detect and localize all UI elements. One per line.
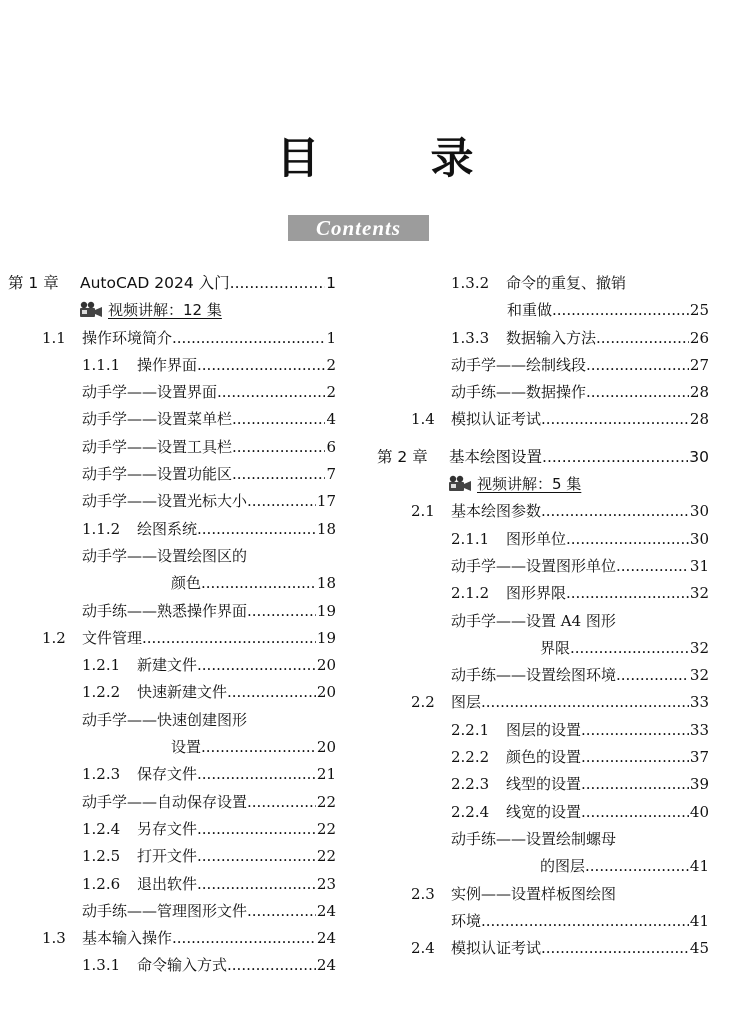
toc-entry[interactable]	[8, 516, 336, 543]
toc-entry[interactable]	[377, 406, 709, 433]
toc-entry[interactable]	[8, 270, 336, 297]
toc-entry-title	[451, 717, 581, 744]
toc-entry-text: 实例——设置样板图绘图	[451, 884, 617, 903]
page-number: 40	[689, 802, 709, 821]
section-number: 2.4	[411, 939, 435, 958]
toc-entry-text: 动手学——设置图形单位	[451, 556, 617, 575]
toc-entry-title	[82, 461, 232, 488]
toc-entry[interactable]	[377, 553, 709, 580]
toc-entry-text: AutoCAD 2024 入门	[80, 274, 230, 292]
section-number: 2.2.3	[451, 775, 490, 794]
section-gap	[377, 434, 709, 444]
toc-entry-text: 快速新建文件	[137, 683, 228, 702]
leader-dots	[541, 406, 689, 433]
section-number: 1.3.2	[451, 274, 490, 292]
video-lecture-label[interactable]: 视频讲解：5 集	[477, 475, 582, 494]
page-number: 24	[316, 901, 336, 920]
toc-entry-title	[411, 498, 541, 525]
toc-entry-title	[411, 935, 541, 962]
toc-entry-title	[451, 799, 581, 826]
toc-entry[interactable]	[8, 652, 336, 679]
leader-dots	[247, 488, 316, 515]
toc-entry[interactable]	[377, 771, 709, 798]
page-number: 45	[689, 939, 709, 958]
page-number: 41	[689, 857, 709, 876]
leader-dots	[197, 843, 316, 870]
toc-entry-text: 动手学——设置 A4 图形	[451, 611, 616, 630]
leader-dots	[201, 734, 316, 761]
leader-dots	[230, 270, 325, 297]
toc-entry-text: 命令的重复、撤销	[506, 274, 627, 292]
toc-entry-text: 界限	[540, 638, 571, 657]
toc-entry[interactable]	[8, 734, 336, 761]
section-number: 1.1	[42, 328, 66, 347]
leader-dots	[227, 952, 316, 979]
toc-entry-title	[82, 711, 247, 729]
toc-entry-title	[451, 830, 616, 848]
video-lecture-count[interactable]	[377, 471, 709, 498]
toc-entry-text: 动手练——设置绘制螺母	[451, 829, 617, 848]
page-number: 26	[689, 328, 709, 347]
leader-dots	[616, 662, 689, 689]
toc-right-column	[377, 270, 709, 962]
toc-entry-title	[82, 871, 197, 898]
toc-entry-title	[451, 274, 626, 292]
toc-entry-title	[540, 853, 585, 880]
section-number: 1.2.2	[82, 683, 121, 702]
leader-dots	[585, 853, 689, 880]
toc-entry-title	[451, 612, 616, 630]
leader-dots	[581, 744, 689, 771]
toc-entry-title	[82, 789, 247, 816]
page-number: 19	[316, 628, 336, 647]
toc-entry[interactable]	[377, 717, 709, 744]
page-number: 41	[689, 911, 709, 930]
leader-dots	[596, 325, 689, 352]
toc-entry[interactable]	[8, 352, 336, 379]
toc-entry-text: 操作界面	[137, 355, 198, 374]
toc-entry-text: 基本输入操作	[82, 929, 173, 948]
page-number: 22	[316, 792, 336, 811]
toc-entry[interactable]	[377, 853, 709, 880]
leader-dots	[172, 325, 325, 352]
page-number: 28	[689, 410, 709, 429]
leader-dots	[232, 461, 325, 488]
toc-entry-title	[82, 898, 247, 925]
section-number: 1.3	[42, 929, 66, 948]
section-number: 1.1.2	[82, 519, 121, 538]
toc-entry-text: 图形单位	[506, 529, 567, 548]
toc-entry[interactable]	[377, 297, 709, 324]
page-number: 30	[689, 447, 709, 466]
section-number: 2.3	[411, 884, 435, 903]
page-number: 22	[316, 847, 336, 866]
toc-entry-title	[411, 689, 481, 716]
leader-dots	[581, 799, 689, 826]
page-number: 27	[689, 355, 709, 374]
toc-entry-title	[82, 652, 197, 679]
leader-dots	[232, 406, 325, 433]
toc-entry-title	[82, 761, 197, 788]
toc-entry-title	[82, 547, 247, 565]
section-number: 2.2	[411, 693, 435, 712]
leader-dots	[197, 871, 316, 898]
leader-dots	[586, 379, 689, 406]
toc-entry[interactable]	[377, 662, 709, 689]
contents-banner: Contents	[288, 215, 429, 241]
toc-entry-text: 模拟认证考试	[451, 939, 542, 958]
page-number: 18	[316, 574, 336, 593]
toc-entry[interactable]	[8, 952, 336, 979]
leader-dots	[247, 789, 316, 816]
toc-entry-title	[451, 325, 596, 352]
section-number: 2.1.2	[451, 584, 490, 603]
leader-dots	[197, 516, 316, 543]
toc-entry[interactable]	[8, 789, 336, 816]
toc-entry-title	[82, 843, 197, 870]
toc-entry[interactable]	[8, 625, 336, 652]
toc-entry[interactable]	[8, 816, 336, 843]
toc-entry[interactable]	[377, 526, 709, 553]
page-number: 24	[316, 956, 336, 975]
toc-entry-title	[82, 406, 232, 433]
toc-entry[interactable]	[8, 379, 336, 406]
page-number: 25	[689, 301, 709, 320]
toc-entry[interactable]	[8, 406, 336, 433]
section-number: 2.2.1	[451, 720, 490, 739]
toc-entry-text: 线型的设置	[506, 775, 582, 794]
leader-dots	[481, 908, 689, 935]
section-number: 1.2	[42, 628, 66, 647]
section-number: 1.4	[411, 410, 435, 429]
toc-entry-title	[451, 662, 616, 689]
toc-entry-text: 数据输入方法	[506, 328, 597, 347]
toc-entry-title	[82, 598, 247, 625]
leader-dots	[217, 379, 325, 406]
toc-entry[interactable]	[8, 707, 336, 734]
toc-entry-title	[451, 553, 616, 580]
page-number: 32	[689, 584, 709, 603]
toc-entry[interactable]	[8, 761, 336, 788]
section-number: 1.2.3	[82, 765, 121, 784]
leader-dots	[541, 498, 689, 525]
leader-dots	[616, 553, 689, 580]
toc-entry-text: 动手学——自动保存设置	[82, 792, 248, 811]
leader-dots	[172, 925, 316, 952]
toc-entry[interactable]	[8, 325, 336, 352]
toc-entry-title	[411, 406, 541, 433]
page-number: 31	[689, 556, 709, 575]
toc-entry-text: 和重做	[507, 301, 553, 320]
toc-entry[interactable]	[377, 379, 709, 406]
toc-entry-title	[42, 625, 142, 652]
toc-entry[interactable]	[377, 608, 709, 635]
page-number: 4	[326, 410, 336, 429]
video-camera-icon	[447, 475, 473, 492]
toc-entry-text: 动手学——设置绘图区的	[82, 546, 248, 565]
toc-entry[interactable]	[377, 689, 709, 716]
toc-entry-title	[82, 679, 227, 706]
leader-dots	[581, 771, 689, 798]
toc-entry-title	[451, 379, 586, 406]
toc-entry-title	[507, 297, 552, 324]
page-number: 28	[689, 383, 709, 402]
page-number: 23	[316, 874, 336, 893]
video-camera-icon	[78, 301, 104, 318]
toc-entry[interactable]	[8, 543, 336, 570]
toc-entry-text: 新建文件	[137, 656, 198, 675]
section-number: 1.1.1	[82, 355, 121, 374]
section-number: 1.2.4	[82, 819, 121, 838]
toc-entry-text: 动手学——绘制线段	[451, 355, 587, 374]
toc-entry-text: 动手学——设置光标大小	[82, 492, 248, 511]
toc-entry-title	[82, 816, 197, 843]
toc-entry-title	[451, 771, 581, 798]
page-number: 2	[326, 355, 336, 374]
leader-dots	[552, 297, 689, 324]
toc-entry-title	[451, 526, 566, 553]
toc-entry[interactable]	[377, 444, 709, 471]
page-number: 20	[316, 738, 336, 757]
toc-entry-title	[8, 270, 230, 297]
toc-entry-title	[411, 885, 616, 903]
page-number: 18	[316, 519, 336, 538]
toc-entry-text: 动手学——设置工具栏	[82, 437, 233, 456]
section-number: 2.2.2	[451, 748, 490, 767]
page-number: 1	[326, 274, 336, 292]
toc-entry[interactable]	[8, 434, 336, 461]
toc-entry[interactable]	[8, 925, 336, 952]
page-number: 2	[326, 383, 336, 402]
toc-entry-text: 设置	[171, 738, 202, 757]
page-number: 33	[689, 720, 709, 739]
toc-entry-text: 基本绘图设置	[449, 447, 543, 466]
section-number: 2.1.1	[451, 529, 490, 548]
toc-entry[interactable]	[8, 598, 336, 625]
toc-entry[interactable]	[377, 881, 709, 908]
toc-entry-text: 文件管理	[82, 628, 143, 647]
page-number: 32	[689, 666, 709, 685]
toc-entry-title	[82, 488, 247, 515]
toc-entry-text: 图形界限	[506, 584, 567, 603]
toc-entry-text: 模拟认证考试	[451, 410, 542, 429]
toc-entry-title	[82, 379, 217, 406]
toc-entry-text: 动手练——熟悉操作界面	[82, 601, 248, 620]
toc-entry-title	[82, 352, 197, 379]
toc-entry-text: 动手学——设置功能区	[82, 465, 233, 484]
page-number: 1	[326, 328, 336, 347]
chapter-number: 第 1 章	[8, 274, 59, 292]
toc-entry[interactable]	[377, 270, 709, 297]
section-number: 1.3.1	[82, 956, 121, 975]
leader-dots	[197, 761, 316, 788]
toc-entry-text: 的图层	[540, 857, 586, 876]
toc-entry-text: 颜色的设置	[506, 748, 582, 767]
toc-entry[interactable]	[377, 580, 709, 607]
page-number: 19	[316, 601, 336, 620]
section-number: 1.3.3	[451, 328, 490, 347]
toc-entry-text: 颜色	[171, 574, 202, 593]
leader-dots	[232, 434, 325, 461]
page-number: 30	[689, 529, 709, 548]
video-lecture-count[interactable]	[8, 297, 336, 324]
toc-entry-text: 线宽的设置	[506, 802, 582, 821]
page-number: 39	[689, 775, 709, 794]
toc-entry-title	[82, 952, 227, 979]
section-number: 2.2.4	[451, 802, 490, 821]
page-number: 17	[316, 492, 336, 511]
leader-dots	[581, 717, 689, 744]
leader-dots	[227, 679, 316, 706]
toc-entry-title	[377, 444, 542, 471]
leader-dots	[201, 570, 316, 597]
leader-dots	[481, 689, 689, 716]
toc-left-column	[8, 270, 336, 980]
leader-dots	[247, 598, 316, 625]
video-lecture-label[interactable]: 视频讲解：12 集	[108, 301, 222, 320]
toc-entry-title	[451, 908, 481, 935]
toc-entry[interactable]	[8, 871, 336, 898]
toc-entry[interactable]	[377, 908, 709, 935]
page-number: 33	[689, 693, 709, 712]
toc-entry[interactable]	[377, 325, 709, 352]
toc-entry-text: 基本绘图参数	[451, 502, 542, 521]
toc-entry-title	[42, 325, 172, 352]
toc-entry[interactable]	[8, 461, 336, 488]
toc-entry[interactable]	[8, 488, 336, 515]
toc-entry[interactable]	[8, 843, 336, 870]
chapter-number: 第 2 章	[377, 447, 428, 466]
toc-entry-text: 绘图系统	[137, 519, 198, 538]
toc-entry-text: 图层	[451, 693, 482, 712]
toc-entry[interactable]	[377, 744, 709, 771]
toc-entry-text: 动手练——管理图形文件	[82, 901, 248, 920]
toc-entry[interactable]	[377, 498, 709, 525]
leader-dots	[566, 580, 689, 607]
toc-entry[interactable]	[8, 898, 336, 925]
toc-entry-text: 动手学——快速创建图形	[82, 710, 248, 729]
toc-entry-title	[171, 570, 201, 597]
page-number: 32	[689, 638, 709, 657]
toc-entry-title	[82, 434, 232, 461]
page-number: 20	[316, 683, 336, 702]
page-number: 20	[316, 656, 336, 675]
toc-entry-text: 动手学——设置界面	[82, 383, 218, 402]
toc-entry-title	[451, 744, 581, 771]
toc-entry-title	[42, 925, 172, 952]
toc-entry-title	[540, 635, 570, 662]
toc-entry-text: 保存文件	[137, 765, 198, 784]
page-number: 24	[316, 929, 336, 948]
page-number: 7	[326, 465, 336, 484]
toc-entry-title	[451, 580, 566, 607]
toc-entry[interactable]	[377, 352, 709, 379]
toc-entry-title	[171, 734, 201, 761]
toc-entry[interactable]	[377, 935, 709, 962]
toc-entry[interactable]	[377, 799, 709, 826]
toc-entry-text: 环境	[451, 911, 482, 930]
section-number: 1.2.6	[82, 874, 121, 893]
toc-entry-title	[451, 352, 586, 379]
toc-entry-text: 操作环境简介	[82, 328, 173, 347]
toc-entry[interactable]	[377, 635, 709, 662]
toc-entry-text: 动手学——设置菜单栏	[82, 410, 233, 429]
page-number: 21	[316, 765, 336, 784]
toc-entry-text: 打开文件	[137, 847, 198, 866]
page-number: 37	[689, 748, 709, 767]
toc-entry-text: 图层的设置	[506, 720, 582, 739]
toc-entry-text: 动手练——设置绘图环境	[451, 666, 617, 685]
page-number: 22	[316, 819, 336, 838]
toc-entry-text: 命令输入方式	[137, 956, 228, 975]
leader-dots	[570, 635, 689, 662]
toc-entry-title	[82, 516, 197, 543]
page-title: 目 录	[276, 134, 522, 184]
leader-dots	[197, 816, 316, 843]
toc-entry[interactable]	[377, 826, 709, 853]
toc-entry-text: 动手练——数据操作	[451, 383, 587, 402]
leader-dots	[247, 898, 316, 925]
toc-entry[interactable]	[8, 570, 336, 597]
page-number: 6	[326, 437, 336, 456]
toc-entry[interactable]	[8, 679, 336, 706]
leader-dots	[142, 625, 316, 652]
leader-dots	[541, 935, 689, 962]
leader-dots	[197, 352, 325, 379]
toc-entry-text: 退出软件	[137, 874, 198, 893]
leader-dots	[566, 526, 689, 553]
leader-dots	[586, 352, 689, 379]
leader-dots	[542, 444, 688, 471]
page-number: 30	[689, 502, 709, 521]
leader-dots	[197, 652, 316, 679]
section-number: 1.2.1	[82, 656, 121, 675]
section-number: 2.1	[411, 502, 435, 521]
section-number: 1.2.5	[82, 847, 121, 866]
toc-entry-text: 另存文件	[137, 819, 198, 838]
